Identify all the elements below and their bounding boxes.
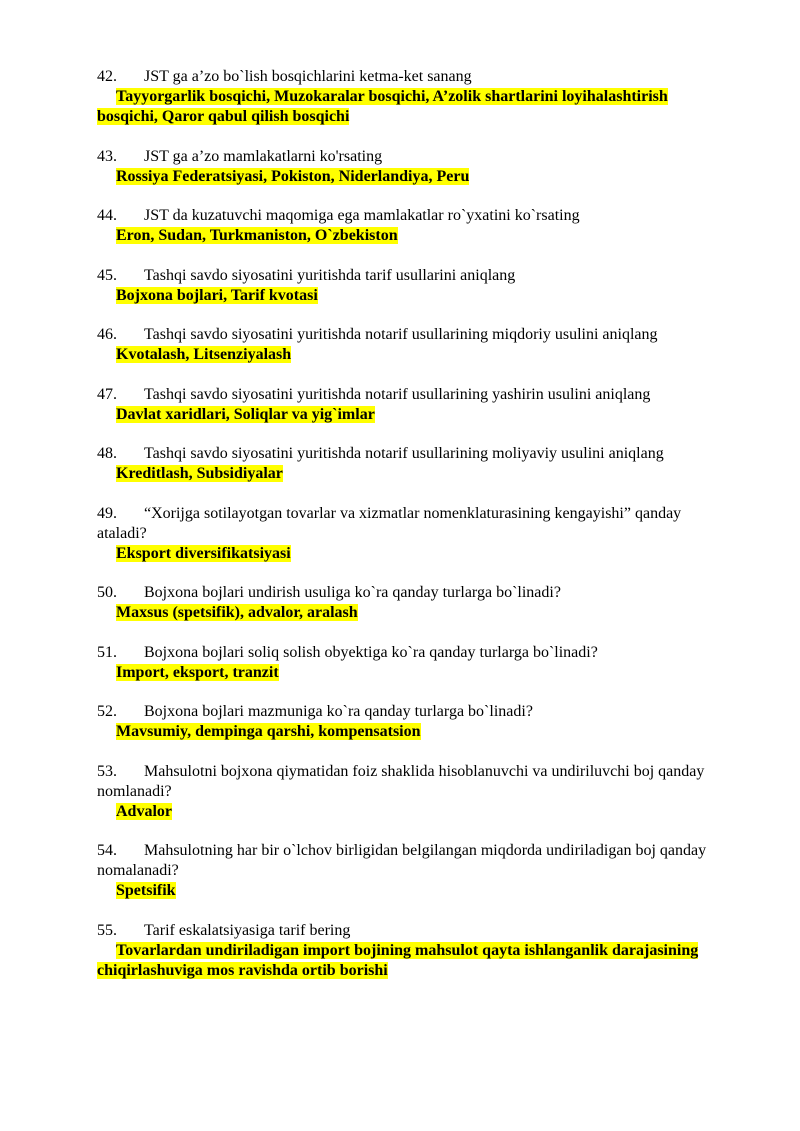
question-number: 53. (97, 762, 117, 780)
answer (97, 464, 709, 484)
qa-item-45 (97, 266, 709, 306)
qa-item-42 (97, 67, 709, 127)
answer-text: Tovarlardan undiriladigan import bojining mahsulot qayta ishlanganlik darajasining chiqirlashuviga mos ravishda ortib borishi (97, 941, 699, 979)
question (97, 147, 709, 167)
qa-item-48 (97, 444, 709, 484)
question-text: Tashqi savdo siyosatini yuritishda notarif usullarining miqdoriy usulini aniqlang (144, 326, 658, 343)
question-number: 46. (97, 326, 117, 343)
qa-item-51 (97, 643, 709, 683)
answer (97, 722, 709, 742)
question (97, 67, 709, 87)
answer-text: Kvotalash, Litsenziyalash (116, 346, 292, 363)
question-text: Bojxona bojlari undirish usuliga ko`ra qanday turlarga bo`linadi? (144, 584, 561, 601)
question-number: 50. (97, 584, 117, 601)
question-number: 42. (97, 68, 117, 85)
question-text: “Xorijga sotilayotgan tovarlar va xizmatlar nomenklaturasining kengayishi” qanday ataladi? (97, 504, 682, 542)
qa-item-49 (97, 504, 709, 564)
question-number: 44. (97, 207, 117, 224)
question-number: 48. (97, 445, 117, 462)
question (97, 583, 709, 603)
answer (97, 286, 709, 306)
answer (97, 405, 709, 425)
answer-text: Rossiya Federatsiyasi, Pokiston, Niderlandiya, Peru (116, 167, 470, 185)
answer-text: Mavsumiy, dempinga qarshi, kompensatsion (116, 723, 421, 740)
answer (97, 663, 709, 683)
answer (97, 167, 709, 187)
question-text: Mahsulotni bojxona qiymatidan foiz shaklida hisoblanuvchi va undiriluvchi boj qanday nomlanadi? (97, 762, 705, 800)
question-text: Tashqi savdo siyosatini yuritishda notarif usullarining yashirin usulini aniqlang (144, 385, 651, 403)
answer (97, 802, 709, 822)
qa-item-52 (97, 702, 709, 742)
answer-text: Bojxona bojlari, Tarif kvotasi (116, 286, 318, 304)
question-number: 55. (97, 921, 117, 939)
answer (97, 345, 709, 365)
question (97, 444, 709, 464)
question-number: 54. (97, 842, 117, 859)
document-page (97, 67, 709, 1000)
question-text: JST ga a’zo bo`lish bosqichlarini ketma-ket sanang (144, 68, 472, 85)
answer-text: Spetsifik (116, 882, 176, 899)
question-text: JST ga a’zo mamlakatlarni ko'rsating (144, 147, 383, 165)
question (97, 385, 709, 405)
question (97, 762, 709, 802)
question-text: Mahsulotning har bir o`lchov birligidan belgilangan miqdorda undiriladigan boj qanday nomalanadi? (97, 842, 707, 879)
question-number: 51. (97, 643, 117, 661)
qa-item-44 (97, 206, 709, 246)
answer-text: Advalor (116, 802, 172, 820)
question-text: Bojxona bojlari soliq solish obyektiga ko`ra qanday turlarga bo`linadi? (144, 643, 598, 661)
question (97, 504, 709, 544)
question (97, 266, 709, 286)
question (97, 921, 709, 941)
question-number: 47. (97, 385, 117, 403)
answer-text: Import, eksport, tranzit (116, 663, 279, 681)
answer (97, 544, 709, 564)
answer (97, 87, 709, 127)
question-text: Tashqi savdo siyosatini yuritishda notarif usullarining moliyaviy usulini aniqlang (144, 445, 664, 462)
question (97, 643, 709, 663)
question (97, 702, 709, 722)
answer (97, 226, 709, 246)
answer-text: Davlat xaridlari, Soliqlar va yig`imlar (116, 405, 375, 423)
question-number: 52. (97, 703, 117, 720)
qa-item-46 (97, 325, 709, 365)
question (97, 841, 709, 881)
answer-text: Maxsus (spetsifik), advalor, aralash (116, 604, 358, 621)
qa-item-53 (97, 762, 709, 822)
question-text: JST da kuzatuvchi maqomiga ega mamlakatlar ro`yxatini ko`rsating (144, 207, 580, 224)
answer-text: Tayyorgarlik bosqichi, Muzokaralar bosqichi, A’zolik shartlarini loyihalashtirish bosqichi, Qaror qabul qilish bosqichi (97, 88, 668, 125)
answer (97, 603, 709, 623)
question (97, 206, 709, 226)
answer-text: Eksport diversifikatsiyasi (116, 544, 291, 562)
question-text: Bojxona bojlari mazmuniga ko`ra qanday turlarga bo`linadi? (144, 703, 533, 720)
qa-item-54 (97, 841, 709, 901)
question (97, 325, 709, 345)
question-number: 45. (97, 266, 117, 284)
answer (97, 941, 709, 981)
answer-text: Eron, Sudan, Turkmaniston, O`zbekiston (116, 227, 398, 244)
question-number: 49. (97, 504, 117, 522)
qa-item-55 (97, 921, 709, 981)
answer (97, 881, 709, 901)
answer-text: Kreditlash, Subsidiyalar (116, 465, 283, 482)
question-number: 43. (97, 147, 117, 165)
qa-item-43 (97, 147, 709, 187)
question-text: Tarif eskalatsiyasiga tarif bering (144, 921, 351, 939)
qa-item-50 (97, 583, 709, 623)
question-text: Tashqi savdo siyosatini yuritishda tarif usullarini aniqlang (144, 266, 516, 284)
qa-item-47 (97, 385, 709, 425)
